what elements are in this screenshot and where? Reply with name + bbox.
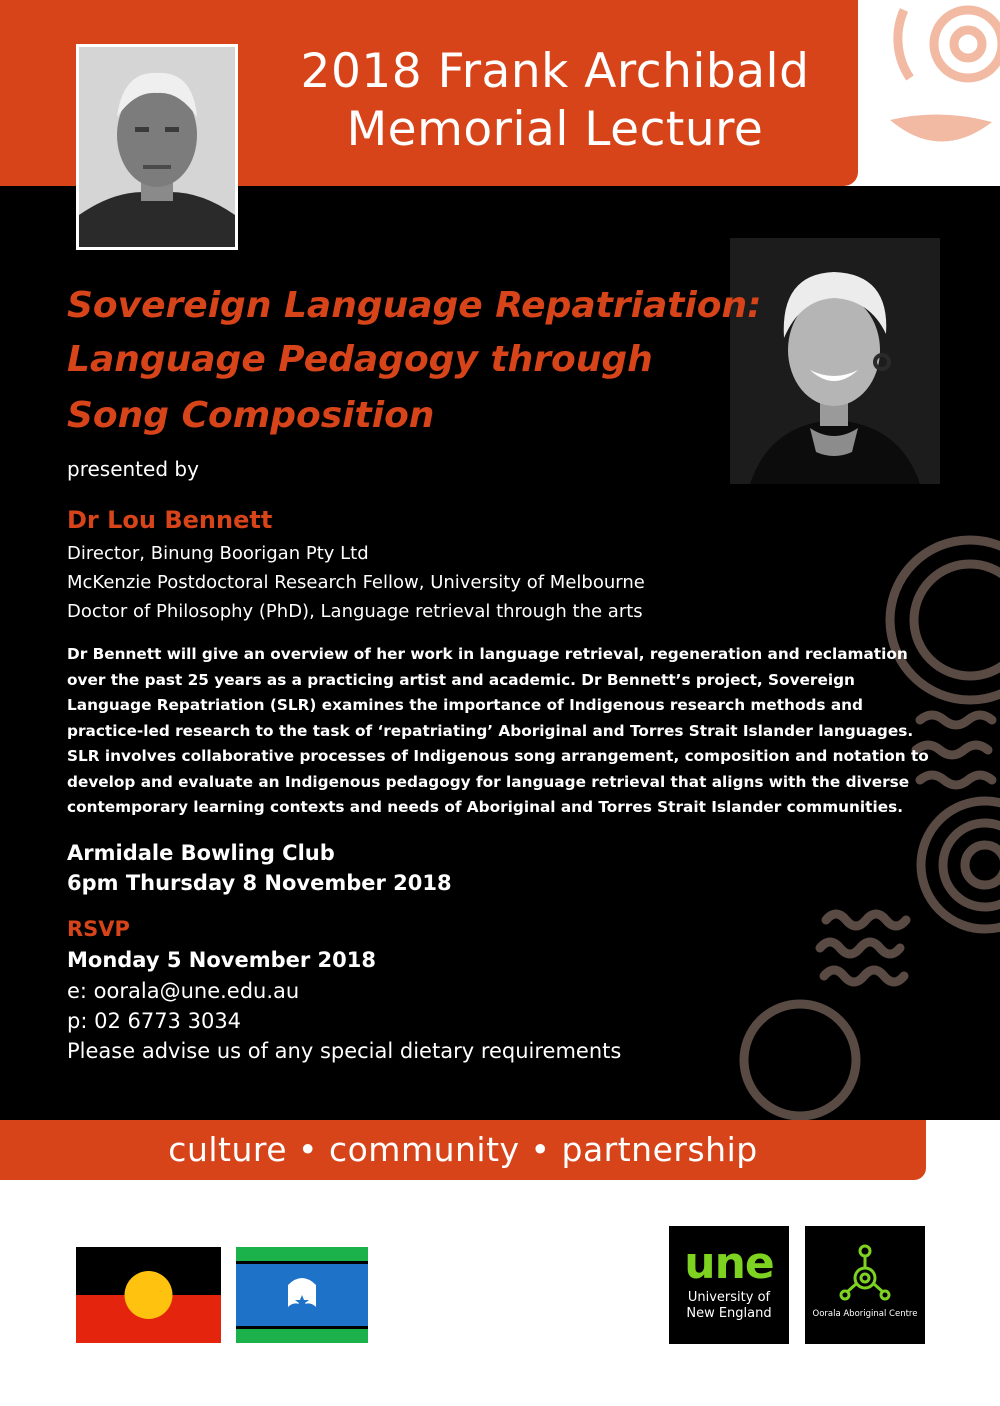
event-venue: Armidale Bowling Club xyxy=(67,841,335,865)
portrait-frank-archibald xyxy=(76,44,238,250)
lecture-title-line-2: Language Pedagogy through xyxy=(67,339,653,380)
presenter-name: Dr Lou Bennett xyxy=(67,506,273,534)
rsvp-email[interactable]: e: oorala@une.edu.au xyxy=(67,979,300,1003)
lecture-description xyxy=(67,642,929,821)
torres-strait-islander-flag-icon xyxy=(236,1247,368,1343)
lecture-title-line-3: Song Composition xyxy=(67,395,435,436)
oorala-logo-icon xyxy=(839,1244,891,1304)
dietary-note: Please advise us of any special dietary requirements xyxy=(67,1039,622,1063)
presenter-role: Director, Binung Boorigan Pty Ltd xyxy=(67,543,369,564)
une-logo-text-line-2: New England xyxy=(686,1306,772,1321)
event-datetime: 6pm Thursday 8 November 2018 xyxy=(67,871,452,895)
presented-by-label: presented by xyxy=(67,457,199,481)
rsvp-phone[interactable]: p: 02 6773 3034 xyxy=(67,1009,242,1033)
une-logo-text-line-1: University of xyxy=(687,1290,771,1305)
rsvp-heading: RSVP xyxy=(67,917,130,941)
rsvp-date: Monday 5 November 2018 xyxy=(67,948,376,972)
oorala-logo xyxy=(805,1226,925,1344)
presenter-role: Doctor of Philosophy (PhD), Language retrieval through the arts xyxy=(67,601,643,622)
lecture-title-line-1: Sovereign Language Repatriation: xyxy=(67,285,762,326)
presenter-role: McKenzie Postdoctoral Research Fellow, University of Melbourne xyxy=(67,572,645,593)
une-logo-icon: une xyxy=(684,1238,774,1289)
oorala-logo-text: Oorala Aboriginal Centre xyxy=(812,1309,918,1319)
une-logo xyxy=(669,1226,789,1344)
circle-pattern-icon xyxy=(870,0,1000,186)
event-title-line-1: 2018 Frank Archibald xyxy=(300,44,810,99)
event-title-line-2: Memorial Lecture xyxy=(346,102,764,157)
portrait-lou-bennett xyxy=(730,238,940,484)
tagline: culture • community • partnership xyxy=(168,1130,758,1169)
aboriginal-flag-icon xyxy=(76,1247,221,1343)
lecture-description-text: Dr Bennett will give an overview of her work in language retrieval, regeneration and reclamation over the past 25 years as a practicing artist and academic. Dr Bennett’s project, Sovereign Language Repatriation (SLR) examines the importance of Indigenous research methods and practice-led research to the task of ‘repatriating’ Aboriginal and Torres Strait Islander languages. SLR involves collaborative processes of Indigenous song arrangement, composition and notation to develop and evaluate an Indigenous pedagogy for language retrieval that aligns with the diverse contemporary learning contexts and needs of Aboriginal and Torres Strait Islander communities. xyxy=(67,645,929,816)
